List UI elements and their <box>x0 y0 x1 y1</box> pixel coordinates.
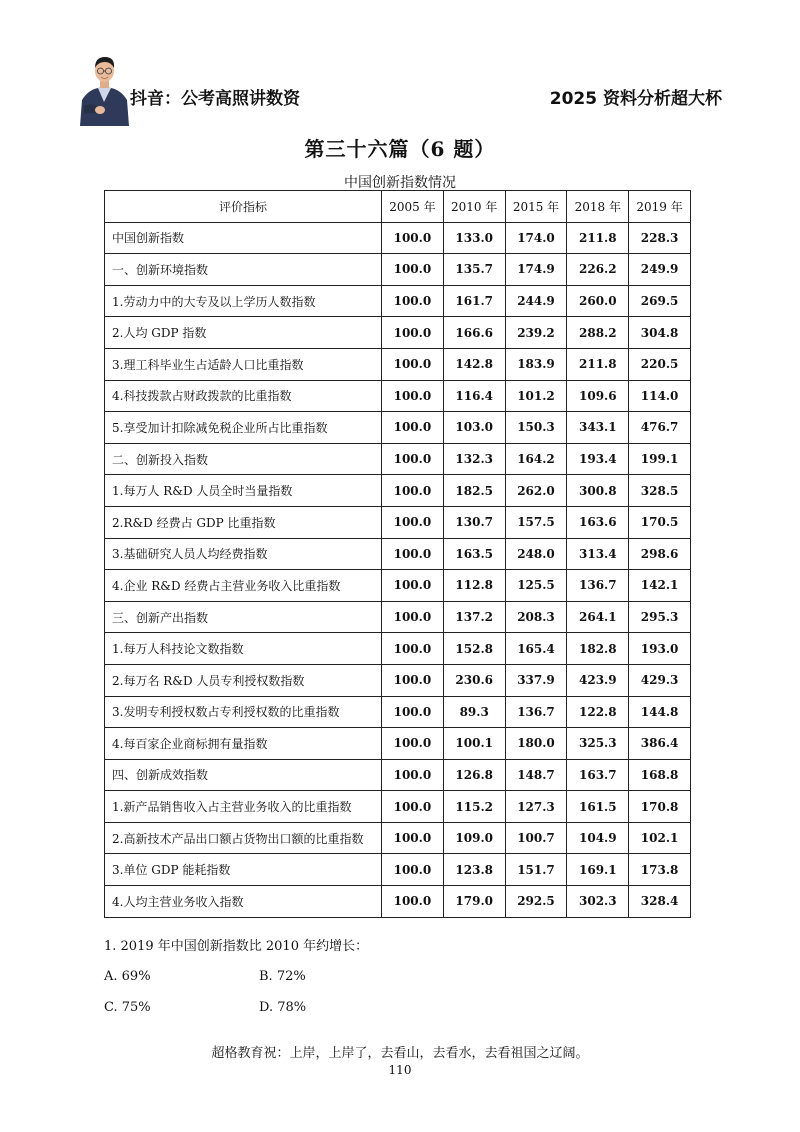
indicator-name: 4.企业 R&D 经费占主营业务收入比重指数 <box>105 570 382 602</box>
index-value: 230.6 <box>443 664 505 696</box>
index-value: 174.0 <box>505 222 567 254</box>
series-title: 2025 资料分析超大杯 <box>549 89 722 109</box>
index-value: 169.1 <box>567 854 629 886</box>
table-row <box>105 348 691 380</box>
table-row <box>105 506 691 538</box>
index-value: 244.9 <box>505 285 567 317</box>
index-value: 163.5 <box>443 538 505 570</box>
column-header: 2019 年 <box>629 191 691 223</box>
table-row <box>105 759 691 791</box>
index-value: 122.8 <box>567 696 629 728</box>
index-value: 226.2 <box>567 254 629 286</box>
column-header: 2005 年 <box>382 191 444 223</box>
index-value: 337.9 <box>505 664 567 696</box>
index-value: 304.8 <box>629 317 691 349</box>
index-value: 228.3 <box>629 222 691 254</box>
table-row <box>105 791 691 823</box>
index-value: 157.5 <box>505 506 567 538</box>
index-value: 325.3 <box>567 728 629 760</box>
index-value: 248.0 <box>505 538 567 570</box>
index-value: 423.9 <box>567 664 629 696</box>
index-value: 100.0 <box>382 285 444 317</box>
index-value: 100.0 <box>382 538 444 570</box>
option-a: A. 69% <box>104 969 151 984</box>
column-header: 2010 年 <box>443 191 505 223</box>
index-value: 116.4 <box>443 380 505 412</box>
index-value: 100.0 <box>382 475 444 507</box>
table-row <box>105 443 691 475</box>
index-value: 136.7 <box>505 696 567 728</box>
index-value: 170.5 <box>629 506 691 538</box>
index-value: 135.7 <box>443 254 505 286</box>
table-title: 中国创新指数情况 <box>344 175 456 191</box>
index-value: 100.0 <box>382 317 444 349</box>
index-value: 180.0 <box>505 728 567 760</box>
section-title: 第三十六篇（6 题） <box>304 137 496 161</box>
table-row <box>105 380 691 412</box>
index-value: 173.8 <box>629 854 691 886</box>
index-value: 100.7 <box>505 822 567 854</box>
index-value: 114.0 <box>629 380 691 412</box>
index-value: 104.9 <box>567 822 629 854</box>
index-value: 193.0 <box>629 633 691 665</box>
index-value: 148.7 <box>505 759 567 791</box>
indicator-name: 1.每万人科技论文数指数 <box>105 633 382 665</box>
table-row <box>105 475 691 507</box>
indicator-name: 2.高新技术产品出口额占货物出口额的比重指数 <box>105 822 382 854</box>
index-value: 132.3 <box>443 443 505 475</box>
page-header <box>0 0 800 130</box>
indicator-name: 1.每万人 R&D 人员全时当量指数 <box>105 475 382 507</box>
avatar <box>78 52 131 126</box>
indicator-name: 4.科技拨款占财政拨款的比重指数 <box>105 380 382 412</box>
index-value: 211.8 <box>567 222 629 254</box>
index-value: 429.3 <box>629 664 691 696</box>
index-value: 115.2 <box>443 791 505 823</box>
index-value: 328.5 <box>629 475 691 507</box>
index-value: 164.2 <box>505 443 567 475</box>
index-value: 239.2 <box>505 317 567 349</box>
index-value: 133.0 <box>443 222 505 254</box>
index-value: 152.8 <box>443 633 505 665</box>
index-value: 476.7 <box>629 412 691 444</box>
index-value: 211.8 <box>567 348 629 380</box>
index-value: 151.7 <box>505 854 567 886</box>
index-value: 170.8 <box>629 791 691 823</box>
index-value: 165.4 <box>505 633 567 665</box>
indicator-name: 一、创新环境指数 <box>105 254 382 286</box>
index-value: 386.4 <box>629 728 691 760</box>
index-value: 100.0 <box>382 254 444 286</box>
index-value: 100.0 <box>382 348 444 380</box>
index-value: 100.0 <box>382 443 444 475</box>
index-value: 100.0 <box>382 791 444 823</box>
index-value: 295.3 <box>629 601 691 633</box>
index-value: 163.6 <box>567 506 629 538</box>
index-value: 144.8 <box>629 696 691 728</box>
index-value: 125.5 <box>505 570 567 602</box>
index-value: 100.0 <box>382 601 444 633</box>
table-row <box>105 412 691 444</box>
indicator-name: 4.人均主营业务收入指数 <box>105 886 382 918</box>
index-value: 343.1 <box>567 412 629 444</box>
index-value: 302.3 <box>567 886 629 918</box>
index-value: 109.6 <box>567 380 629 412</box>
index-value: 161.5 <box>567 791 629 823</box>
index-value: 100.0 <box>382 570 444 602</box>
index-value: 174.9 <box>505 254 567 286</box>
table-row <box>105 664 691 696</box>
table-row <box>105 854 691 886</box>
index-value: 100.0 <box>382 886 444 918</box>
index-value: 142.8 <box>443 348 505 380</box>
index-value: 298.6 <box>629 538 691 570</box>
indicator-name: 2.人均 GDP 指数 <box>105 317 382 349</box>
index-value: 127.3 <box>505 791 567 823</box>
indicator-name: 3.理工科毕业生占适龄人口比重指数 <box>105 348 382 380</box>
index-value: 182.8 <box>567 633 629 665</box>
presenter-photo <box>78 52 131 126</box>
index-value: 130.7 <box>443 506 505 538</box>
index-value: 163.7 <box>567 759 629 791</box>
footer-motto: 超格教育祝：上岸，上岸了，去看山，去看水，去看祖国之辽阔。 <box>211 1046 589 1061</box>
index-value: 100.0 <box>382 822 444 854</box>
index-value: 101.2 <box>505 380 567 412</box>
index-value: 103.0 <box>443 412 505 444</box>
index-value: 269.5 <box>629 285 691 317</box>
indicator-name: 1.新产品销售收入占主营业务收入的比重指数 <box>105 791 382 823</box>
index-value: 126.8 <box>443 759 505 791</box>
column-header: 评价指标 <box>105 191 382 223</box>
index-value: 100.0 <box>382 412 444 444</box>
indicator-name: 3.发明专利授权数占专利授权数的比重指数 <box>105 696 382 728</box>
indicator-name: 2.每万名 R&D 人员专利授权数指数 <box>105 664 382 696</box>
index-value: 109.0 <box>443 822 505 854</box>
index-value: 182.5 <box>443 475 505 507</box>
index-value: 100.0 <box>382 759 444 791</box>
index-value: 123.8 <box>443 854 505 886</box>
index-value: 166.6 <box>443 317 505 349</box>
table-row <box>105 633 691 665</box>
indicator-name: 四、创新成效指数 <box>105 759 382 791</box>
index-value: 150.3 <box>505 412 567 444</box>
indicator-name: 3.基础研究人员人均经费指数 <box>105 538 382 570</box>
question-text: 1. 2019 年中国创新指数比 2010 年约增长： <box>104 939 369 954</box>
index-value: 89.3 <box>443 696 505 728</box>
indicator-name: 2.R&D 经费占 GDP 比重指数 <box>105 506 382 538</box>
table-row <box>105 886 691 918</box>
index-value: 199.1 <box>629 443 691 475</box>
indicator-name: 中国创新指数 <box>105 222 382 254</box>
option-d: D. 78% <box>259 1000 307 1015</box>
index-value: 100.0 <box>382 380 444 412</box>
indicator-name: 4.每百家企业商标拥有量指数 <box>105 728 382 760</box>
index-value: 161.7 <box>443 285 505 317</box>
index-value: 264.1 <box>567 601 629 633</box>
index-value: 168.8 <box>629 759 691 791</box>
index-value: 220.5 <box>629 348 691 380</box>
index-value: 300.8 <box>567 475 629 507</box>
table-row <box>105 822 691 854</box>
indicator-name: 3.单位 GDP 能耗指数 <box>105 854 382 886</box>
table-row <box>105 285 691 317</box>
index-value: 137.2 <box>443 601 505 633</box>
index-value: 100.1 <box>443 728 505 760</box>
index-value: 292.5 <box>505 886 567 918</box>
index-value: 100.0 <box>382 506 444 538</box>
index-value: 100.0 <box>382 664 444 696</box>
column-header: 2018 年 <box>567 191 629 223</box>
index-value: 183.9 <box>505 348 567 380</box>
index-value: 100.0 <box>382 854 444 886</box>
channel-name: 抖音：公考高照讲数资 <box>130 89 300 109</box>
index-value: 136.7 <box>567 570 629 602</box>
index-value: 288.2 <box>567 317 629 349</box>
column-header: 2015 年 <box>505 191 567 223</box>
index-value: 179.0 <box>443 886 505 918</box>
index-value: 102.1 <box>629 822 691 854</box>
index-value: 193.4 <box>567 443 629 475</box>
index-value: 142.1 <box>629 570 691 602</box>
table-body <box>105 222 691 917</box>
indicator-name: 1.劳动力中的大专及以上学历人数指数 <box>105 285 382 317</box>
innovation-index-table <box>104 190 691 918</box>
table-row <box>105 728 691 760</box>
indicator-name: 三、创新产出指数 <box>105 601 382 633</box>
table-row <box>105 601 691 633</box>
index-value: 328.4 <box>629 886 691 918</box>
table-row <box>105 254 691 286</box>
index-value: 260.0 <box>567 285 629 317</box>
table-row <box>105 538 691 570</box>
index-value: 313.4 <box>567 538 629 570</box>
option-b: B. 72% <box>259 969 306 984</box>
table-row <box>105 696 691 728</box>
index-value: 112.8 <box>443 570 505 602</box>
indicator-name: 5.享受加计扣除减免税企业所占比重指数 <box>105 412 382 444</box>
index-value: 262.0 <box>505 475 567 507</box>
table-row <box>105 317 691 349</box>
option-c: C. 75% <box>104 1000 151 1015</box>
indicator-name: 二、创新投入指数 <box>105 443 382 475</box>
table-row <box>105 570 691 602</box>
page-number: 110 <box>388 1063 412 1077</box>
index-value: 100.0 <box>382 222 444 254</box>
index-value: 100.0 <box>382 696 444 728</box>
index-value: 249.9 <box>629 254 691 286</box>
index-value: 208.3 <box>505 601 567 633</box>
index-value: 100.0 <box>382 728 444 760</box>
table-row <box>105 222 691 254</box>
index-value: 100.0 <box>382 633 444 665</box>
table-header-row <box>105 191 691 223</box>
